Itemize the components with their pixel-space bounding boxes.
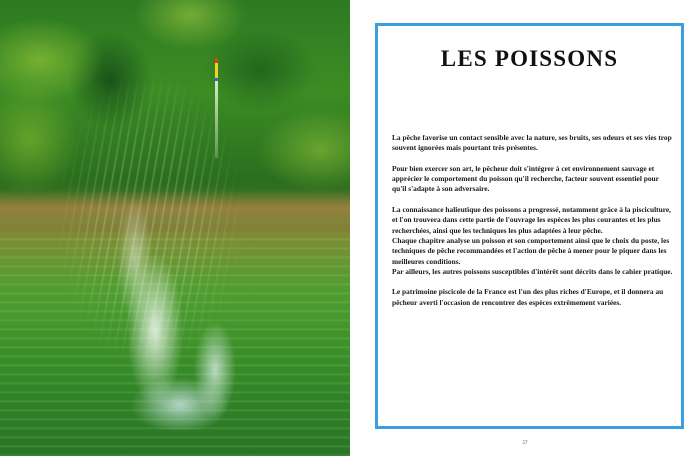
paragraph-knowledge: La connaissance halieutique des poissons a progressé, notamment grâce à la pisciculture, et l'on trouvera dans cette partie de l'ouvrage les espèces les plus courantes et les plus recherchées, ainsi que les techniques les plus adaptées à leur pêche. <box>392 205 672 235</box>
page-title: LES POISSONS <box>440 46 619 71</box>
paragraph-others: Par ailleurs, les autres poissons susceptibles d'intérêt sont décrits dans le cahier pratique. <box>392 266 673 276</box>
paragraph-heritage: Le patrimoine piscicole de la France est l'un des plus riches d'Europe, et il donnera au pêcheur averti l'occasion de rencontrer des espèces extrêmement variées. <box>392 287 664 307</box>
body-text <box>392 133 674 318</box>
page-number: 57 <box>522 441 528 446</box>
fishing-float-icon <box>215 58 218 158</box>
blue-frame <box>375 23 684 429</box>
paragraph-art: Pour bien exercer son art, le pêcheur doit s'intégrer à cet environnement sauvage et apprécier le comportement du poisson qu'il recherche, facteur souvent essentiel pour qu'il s'adapte à son adversaire. <box>392 163 659 194</box>
paragraph-intro: La pêche favorise un contact sensible avec la nature, ses bruits, ses odeurs et ses vies trop souvent ignorées mais pourtant très présentes. <box>392 133 672 153</box>
water-splash <box>95 150 265 430</box>
text-page <box>350 0 700 456</box>
paragraph-chapters: Chaque chapitre analyse un poisson et son comportement ainsi que le choix du poste, les techniques de pêche recommandées et l'action de pêche à mener pour le piquer dans les meilleures conditions. <box>392 235 670 266</box>
